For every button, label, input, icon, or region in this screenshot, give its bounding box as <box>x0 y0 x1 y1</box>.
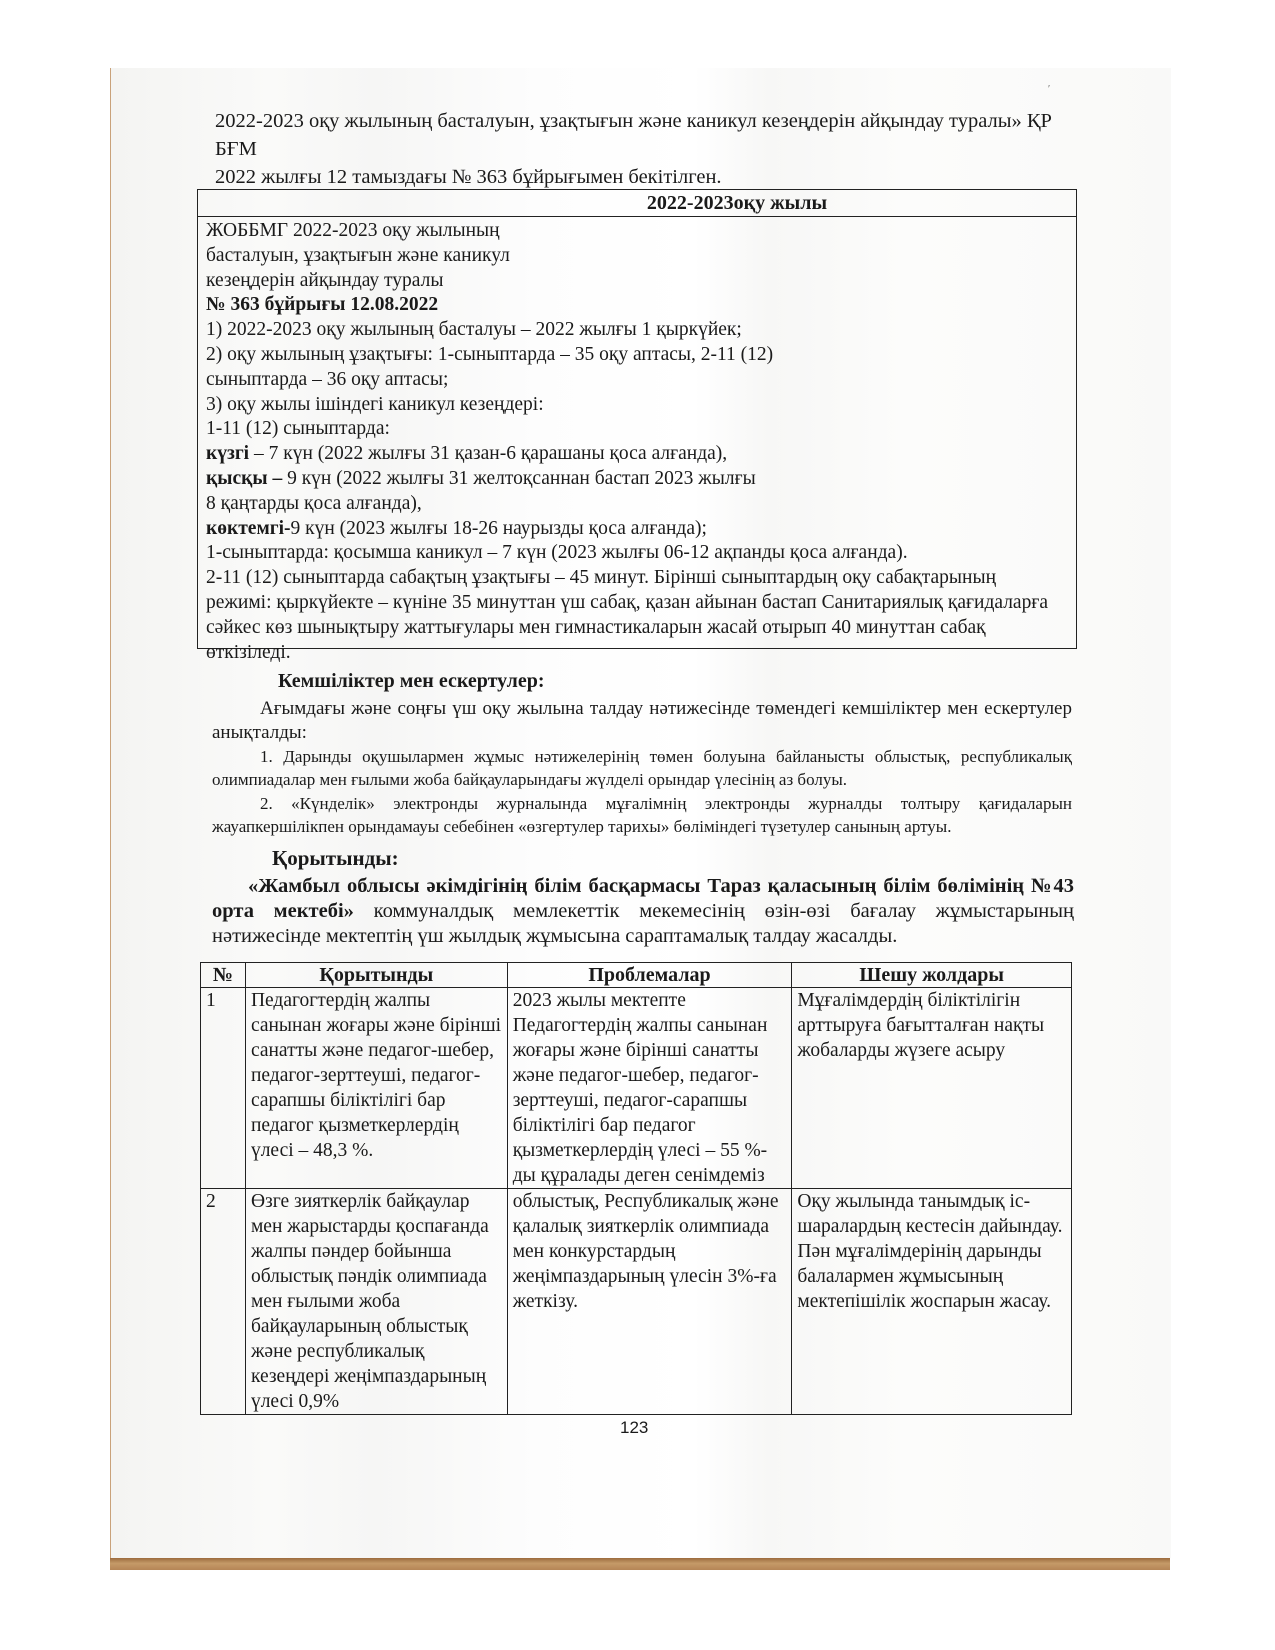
shortcoming-item: 1. Дарынды оқушылармен жұмыс нәтижелерінің төмен болуына байланысты облыстық, республикалық олимпиадалар мен ғылыми жоба байқауларындағы жүлделі орындар үлесінің аз болуы. <box>212 747 1072 789</box>
school-name: «Жамбыл облысы әкімдігінің білім басқармасы Тараз қаласының білім бөлімінің №43 орта мектебі» <box>212 875 1074 922</box>
page-number: 123 <box>620 1418 649 1437</box>
row-solutions: Мұғалімдердің біліктілігін арттыруға бағытталған нақты жобаларды жүзеге асыру <box>792 988 1072 1189</box>
row-number: 2 <box>201 1189 246 1415</box>
row-conclusion: Педагогтердің жалпы санынан жоғары және бірінші санатты және педагог-шебер, педагог-зерттеуші, педагог-сарапшы біліктілігі бар педагог қызметкерлердің үлесі – 48,3 %. <box>245 988 507 1189</box>
autumn-holiday <box>206 442 1068 467</box>
intro-line: 2022-2023 оқу жылының басталуын, ұзақтығын және каникул кезеңдерін айқындау туралы» ҚР БҒМ <box>215 110 1052 160</box>
schedule-line: 1-11 (12) сыныптарда: <box>206 418 390 440</box>
table-header-row <box>201 963 1072 988</box>
shortcomings-intro: Ағымдағы және соңғы үш оқу жылына талдау нәтижесінде төмендегі кемшіліктер мен ескертулер анықталды: <box>212 698 1072 743</box>
spring-label: көктемгі- <box>206 517 291 539</box>
order-title-line: басталуын, ұзақтығын және каникул <box>206 244 510 266</box>
academic-year-header: 2022-2023оқу жылы <box>198 190 1076 217</box>
shortcomings-title: Кемшіліктер мен ескертулер: <box>278 670 545 692</box>
desk-edge <box>110 1558 1170 1570</box>
table-row <box>201 988 1072 1189</box>
autumn-text: – 7 күн (2022 жылғы 31 қазан-6 қарашаны қоса алғанда), <box>249 443 728 465</box>
schedule-line: 3) оқу жылы ішіндегі каникул кезеңдері: <box>206 393 544 415</box>
lesson-duration: 2-11 (12) сыныптарда сабақтың ұзақтығы – 45 минут. Бірінші сыныптардың оқу сабақтарының режимі: қыркүйекте – күніне 35 минуттан үш сабақ, қазан айынан бастап Санитариялық қағидаларға сәйкес көз шынықтыру жаттығулары мен гимнастикаларын жасай отырып 40 минуттан сабақ өткізіледі. <box>206 567 1048 663</box>
winter-holiday <box>206 467 1068 492</box>
winter-text: 9 күн (2022 жылғы 31 желтоқсаннан бастап 2023 жылғы <box>282 467 756 489</box>
spring-text: 9 күн (2023 жылғы 18-26 наурызды қоса алғанда); <box>290 517 707 539</box>
winter-holiday-cont: 8 қаңтарды қоса алғанда), <box>206 492 422 514</box>
academic-year-body <box>198 217 1076 665</box>
row-number: 1 <box>201 988 246 1189</box>
col-header-solutions: Шешу жолдары <box>792 963 1072 988</box>
results-table <box>200 962 1072 1415</box>
row-problems: 2023 жылы мектепте Педагогтердің жалпы санынан жоғары және бірінші санатты және педагог-шебер, педагог-зерттеуші, педагог-сарапшы біліктілігі бар педагог қызметкерлердің үлесі – 55 %-ды құралады деген сенімдеміз <box>507 988 792 1189</box>
intro-paragraph <box>215 107 1075 191</box>
col-header-number: № <box>201 963 246 988</box>
schedule-line: 1) 2022-2023 оқу жылының басталуы – 2022 жылғы 1 қыркүйек; <box>206 319 742 341</box>
order-title-line: ЖОББМГ 2022-2023 оқу жылының <box>206 220 500 241</box>
table-row <box>201 1189 1072 1415</box>
conclusion-text: коммуналдық мемлекеттік мекемесінің өзін-өзі бағалау жұмыстарының нәтижесінде мектептің үш жылдық жұмысына сараптамалық талдау жасалды. <box>212 900 1074 947</box>
col-header-conclusion: Қорытынды <box>245 963 507 988</box>
row-problems: облыстық, Республикалық және қалалық зияткерлік олимпиада мен конкурстардың жеңімпаздарының үлесін 3%-ға жеткізу. <box>507 1189 792 1415</box>
winter-label: қысқы – <box>206 467 283 489</box>
academic-year-box <box>197 189 1077 663</box>
conclusion-paragraph <box>212 874 1074 949</box>
row-conclusion: Өзге зияткерлік байқаулар мен жарыстарды қоспағанда жалпы пәндер бойынша облыстық пәндік олимпиада мен ғылыми жоба байқауларының облыстық және республикалық кезеңдері жеңімпаздарының үлесі 0,9% <box>245 1189 507 1415</box>
order-title-line: кезеңдерін айқындау туралы <box>206 269 444 291</box>
row-solutions: Оқу жылында танымдық іс-шаралардың кестесін дайындау. Пән мұғалімдерінің дарынды балалармен жұмысының мектепішілік жоспарын жасау. <box>792 1189 1072 1415</box>
schedule-line: сыныптарда – 36 оқу аптасы; <box>206 368 449 390</box>
col-header-problems: Проблемалар <box>507 963 792 988</box>
shortcoming-item: 2. «Күнделік» электронды журналында мұғалімнің электронды журналды толтыру қағидаларын жауапкершілікпен орындамауы себебінен «өзгертулер тарихы» бөліміндегі түзетулер санының артуы. <box>212 794 1072 836</box>
paper-speck: ʹ <box>1048 84 1051 95</box>
order-number: № 363 бұйрығы 12.08.2022 <box>206 294 439 316</box>
spring-holiday <box>206 517 1068 542</box>
intro-line: 2022 жылғы 12 тамыздағы № 363 бұйрығымен бекітілген. <box>215 166 722 188</box>
extra-holiday: 1-сыныптарда: қосымша каникул – 7 күн (2023 жылғы 06-12 ақпанды қоса алғанда). <box>206 542 908 564</box>
schedule-line: 2) оқу жылының ұзақтығы: 1-сыныптарда – 35 оқу аптасы, 2-11 (12) <box>206 343 774 365</box>
conclusion-title: Қорытынды: <box>272 846 399 870</box>
autumn-label: күзгі <box>206 443 250 465</box>
